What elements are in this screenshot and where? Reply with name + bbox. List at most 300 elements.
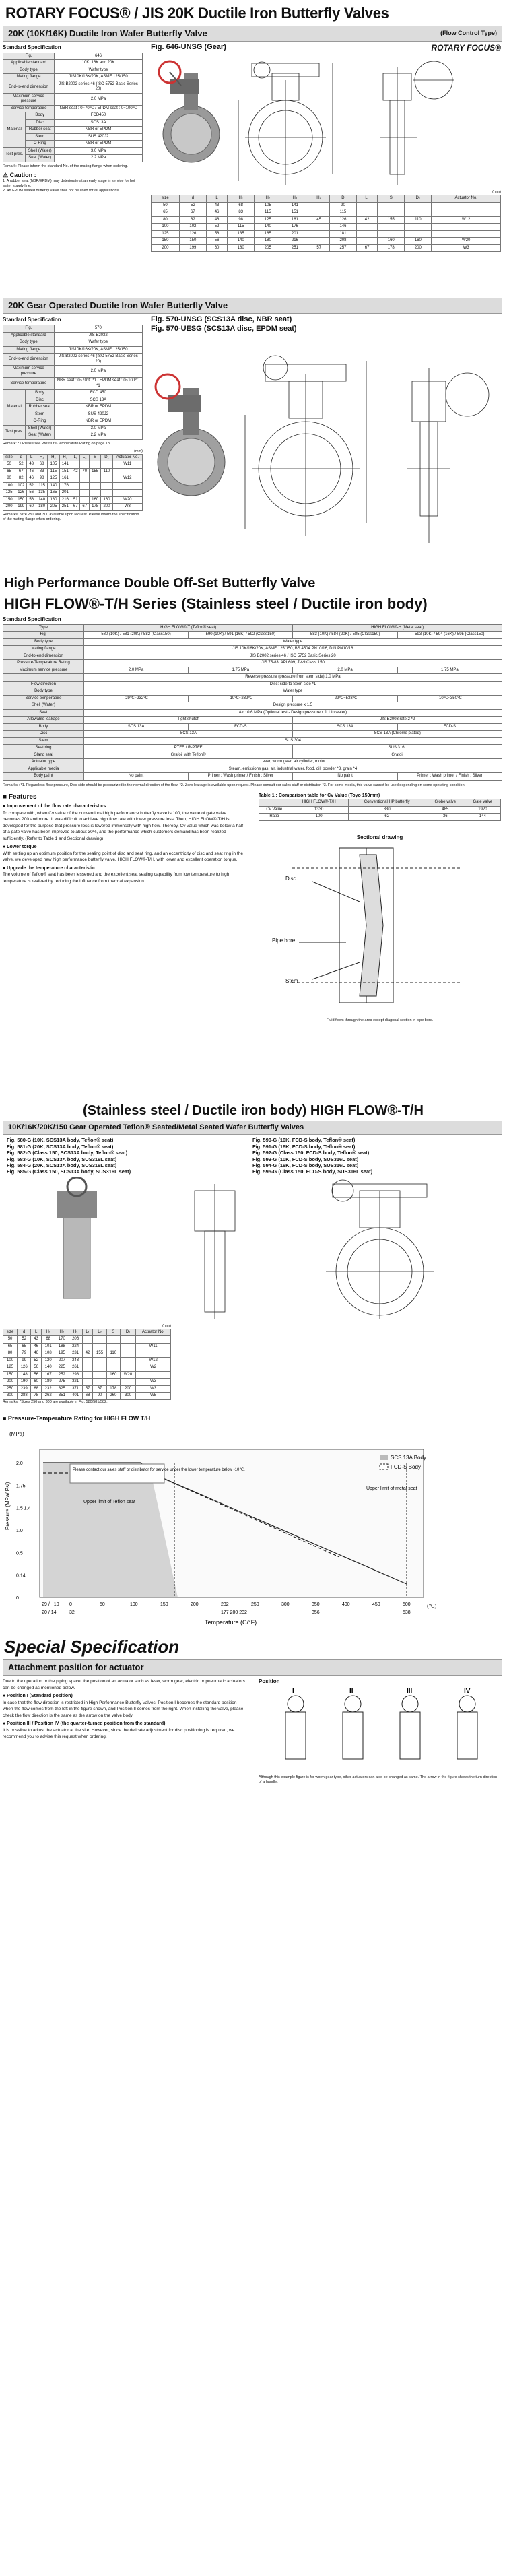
dim-cell [80, 496, 90, 504]
hf-cell: Wafer type [83, 638, 502, 646]
dim-cell: 232 [42, 1385, 55, 1393]
hf-material-row [3, 723, 502, 731]
dim-cell: W20 [432, 238, 501, 245]
dim-cell: 45 [308, 216, 330, 224]
feature-text: With setting up an optimum position for the sealing point of disc and seat ring, and an eccentricity of disc and seat ring in the valve, we developed new high performance butterfly valve, HIGH FLOW®-T/H, with lower and excellent operation torque. [3, 851, 243, 863]
dim-row [152, 244, 501, 252]
spec-label: End-to-end dimension [3, 354, 55, 366]
dim-cell: 321 [69, 1379, 82, 1386]
dim-cell: 52 [206, 224, 227, 231]
attachment-text [3, 1678, 245, 1740]
rating-y-unit: (MPa) [9, 1430, 24, 1437]
page-title: ROTARY FOCUS® / JIS 20K Ductile Iron Butterfly Valves [5, 5, 389, 22]
spec-remark: Remark: *1 Please see Pressure-Temperature Rating on page 18. [3, 441, 111, 446]
spec-label: Service temperature [3, 105, 55, 112]
hf-material-label: Stem [3, 737, 84, 745]
spec-row [3, 81, 143, 93]
dim-cell: 140 [36, 496, 47, 504]
dim-cell: W20 [112, 496, 142, 504]
dim-cell: 56 [27, 496, 36, 504]
hf-row [3, 632, 502, 639]
attachment-section [3, 1676, 502, 1820]
section-20k-wafer [3, 42, 502, 298]
fig-570-block [151, 315, 501, 552]
dim-cell: 126 [18, 1364, 31, 1372]
dim-cell: 178 [378, 244, 405, 252]
material-value: NBR or EPDM [54, 418, 142, 426]
dim-cell: 165 [48, 490, 59, 497]
features-right [259, 793, 501, 1024]
dim-cell: 298 [69, 1371, 82, 1379]
hf-row-label: Flow direction [3, 681, 84, 688]
spec-row [3, 74, 143, 81]
y-tick-label: 0 [16, 1595, 19, 1601]
dim-cell: 50 [152, 202, 180, 209]
dim-cell: 160 [101, 496, 112, 504]
dim-cell [101, 482, 112, 490]
dim-header: L₁ [71, 454, 80, 461]
test-row [3, 425, 143, 432]
dim-cell: W5 [136, 1393, 171, 1400]
dim-header: H₃ [59, 454, 71, 461]
dim-header: size [3, 454, 15, 461]
material-value: SCS 13A [54, 397, 142, 404]
dim-cell: 251 [59, 504, 71, 511]
feature-heading: ● Improvement of the flow rate characteristics [3, 804, 106, 810]
caution-title: ⚠ Caution : [3, 171, 36, 178]
spec-row [3, 60, 143, 67]
dim-cell: 115 [255, 209, 281, 217]
position-handwheel [345, 1696, 361, 1712]
fig-570-title-1: Fig. 570-UNSG (SCS13A disc, NBR seat) [151, 315, 292, 323]
dim-row [3, 1393, 171, 1400]
rating-y-ticks [16, 1461, 31, 1601]
dim-header: H₄ [308, 195, 330, 203]
feature-heading: ● Lower torque [3, 845, 37, 849]
dim-row [3, 504, 143, 511]
material-label: Material [3, 390, 26, 426]
dim-cell: 205 [48, 504, 59, 511]
dim-table-hf [3, 1329, 171, 1400]
fig-list-item: Fig. 583-G (10K, SCS13A body, SUS316L seat) [7, 1156, 117, 1162]
spec-label: Applicable standard [3, 60, 55, 67]
dim-cell: 42 [71, 468, 80, 475]
dim-header: Actuator No. [112, 454, 142, 461]
dim-cell: W3 [112, 504, 142, 511]
fig-646-block [151, 43, 501, 253]
dim-row [3, 1357, 171, 1364]
hf-cell: Tight shutoff [83, 717, 293, 724]
dim-cell: 46 [206, 216, 227, 224]
material-row [3, 390, 143, 397]
dim-cell: 199 [15, 504, 27, 511]
dim-cell: 199 [179, 244, 206, 252]
hf-cell: FCD-S [397, 723, 502, 731]
dim-header: L₂ [80, 454, 90, 461]
dim-header: H₂ [48, 454, 59, 461]
dim-cell: 190 [18, 1379, 31, 1386]
dim-cell: 52 [31, 1357, 42, 1364]
dim-row [3, 475, 143, 483]
dim-cell [357, 238, 378, 245]
dim-table-570 [3, 454, 143, 511]
dim-cell [106, 1357, 120, 1364]
dim-cell: 90 [329, 202, 356, 209]
special-heading: ● Position III / Position IV (the quarter-turned position from the standard) [3, 1721, 166, 1726]
material-value: NBR or EPDM [55, 141, 143, 148]
spec-label: Maximum service pressure [3, 93, 55, 105]
fig-list-item: Fig. 582-G (Class 150, SCS13A body, Teflon® seat) [7, 1150, 128, 1156]
fig-list-item: Fig. 592-G (Class 150, FCD-S body, Teflon® seat) [252, 1150, 370, 1156]
spec-label: Fig. [3, 53, 55, 60]
spec-row [3, 105, 143, 112]
position-numeral: III [407, 1688, 413, 1696]
hf-fig-list [3, 1135, 502, 1177]
dim-cell: 70 [80, 468, 90, 475]
x-tick-label: 400 [342, 1601, 350, 1607]
dim-cell: 68 [31, 1385, 42, 1393]
dim-cell: 67 [71, 504, 80, 511]
test-label: Test pres. [3, 425, 26, 439]
dim-cell: 56 [206, 238, 227, 245]
dim-cell: 42 [357, 216, 378, 224]
dim-row [152, 238, 501, 245]
dim-cell [120, 1379, 135, 1386]
dim-cell: 300 [3, 1393, 18, 1400]
fig-646-drawings [151, 53, 501, 188]
hf-cell: SCS 13A [83, 723, 188, 731]
dim-cell: 205 [255, 244, 281, 252]
dim-cell: 160 [405, 238, 432, 245]
dim-cell: 195 [55, 1350, 69, 1358]
dim-cell: 325 [55, 1385, 69, 1393]
position-numeral: IV [464, 1688, 471, 1696]
hf-row [3, 667, 502, 674]
x-tick-label: 450 [372, 1601, 380, 1607]
dim-cell [432, 230, 501, 238]
dim-cell: 262 [42, 1393, 55, 1400]
dim-cell: 43 [27, 461, 36, 469]
dim-cell [106, 1336, 120, 1344]
sectional-drawing [259, 841, 501, 1016]
dim-cell: 180 [48, 496, 59, 504]
dim-cell: 208 [329, 238, 356, 245]
dim-cell: 60 [206, 244, 227, 252]
cv-header: Gate valve [465, 799, 500, 807]
test-value: 2.2 MPa [55, 155, 143, 162]
dim-cell: W3 [136, 1385, 171, 1393]
hf-test-label: Seat [3, 709, 84, 717]
material-part: Body [26, 112, 55, 120]
dim-cell [120, 1343, 135, 1350]
front-drawing-570 [245, 356, 366, 536]
dim-cell: 300 [120, 1393, 135, 1400]
dim-cell: 100 [3, 482, 15, 490]
dim-cell: 160 [378, 238, 405, 245]
spec-remark: Remark: Please inform the standard No. of the mating flange when ordering. [3, 164, 128, 168]
hf-cell: PTFE / R-PTFE [83, 745, 293, 752]
spec-label: Mating flange [3, 346, 55, 354]
dim-cell: 56 [206, 230, 227, 238]
spec-label: Mating flange [3, 74, 55, 81]
dim-cell: 155 [378, 216, 405, 224]
special-text: In case that the flow direction is restricted in High Performance Butterfly Valves, Position I becomes the standard position when the flow comes from the left in the figure shown, and Position II comes from the right. When installing the valve, please check the flow direction is the same as the arrow on the valve body. [3, 1700, 244, 1718]
dim-cell: 98 [228, 216, 255, 224]
hf-spec-heading: Standard Specification [3, 616, 61, 622]
dim-cell: 43 [206, 202, 227, 209]
cv-row [259, 814, 501, 821]
spec-row [3, 366, 143, 378]
cv-header: Globe valve [426, 799, 465, 807]
dim-cell: 110 [101, 468, 112, 475]
dim-cell: 82 [15, 475, 27, 483]
dim-cell: 200 [3, 1379, 18, 1386]
hf-cell: Grafoil with Teflon® [83, 752, 293, 759]
rating-note-3: Upper limit of metal seat [366, 1486, 417, 1491]
hf-cell: JIS B2002 series 46 / ISO 5752 Basic Series 20 [83, 653, 502, 660]
rating-chart [3, 1422, 501, 1631]
cv-row [259, 806, 501, 814]
dim-cell [93, 1343, 106, 1350]
spec-label: Body type [3, 339, 55, 347]
spec-label: Service temperature [3, 378, 55, 390]
rotary-focus-logo: ROTARY FOCUS® [431, 42, 501, 53]
dim-cell [308, 238, 330, 245]
rating-xlabel: Temperature (C/°F) [205, 1618, 257, 1626]
hf-cell: 583 (10K) / 584 (20K) / 585 (Class150) [293, 632, 397, 639]
material-label: Material [3, 112, 26, 148]
dim-cell: 288 [18, 1393, 31, 1400]
dim-cell [112, 490, 142, 497]
dim-cell: 167 [42, 1371, 55, 1379]
dim-cell: 83 [228, 209, 255, 217]
spec-value: 10K, 16K and 20K [55, 60, 143, 67]
section-bar-title: 10K/16K/20K/150 Gear Operated Teflon® Seated/Metal Seated Wafer Butterfly Valves [8, 1123, 304, 1131]
spec-table-570 [3, 325, 143, 440]
section-bar-subtitle: (Flow Control Type) [440, 30, 497, 36]
spec-label: Fig. [3, 325, 55, 333]
position-handwheel [402, 1696, 418, 1712]
hf-paint-row [3, 773, 502, 781]
dim-header: D [329, 195, 356, 203]
dim-cell [357, 230, 378, 238]
dim-cell [378, 209, 405, 217]
hf-cell: No paint [293, 773, 397, 781]
spec-label: Applicable standard [3, 332, 55, 339]
dim-cell: 102 [179, 224, 206, 231]
dim-cell [93, 1379, 106, 1386]
dim-header: d [15, 454, 27, 461]
dim-cell: 201 [59, 490, 71, 497]
dim-cell: 115 [48, 468, 59, 475]
dim-cell [378, 202, 405, 209]
dim-cell: 180 [255, 238, 281, 245]
dim-cell: 207 [55, 1357, 69, 1364]
rating-heading: ■ Pressure-Temperature Rating for HIGH FLOW T/H [3, 1414, 151, 1422]
dim-cell [120, 1364, 135, 1372]
dim-cell: 79 [18, 1350, 31, 1358]
dim-cell [89, 475, 100, 483]
hf-row [3, 653, 502, 660]
hf-row [3, 681, 502, 688]
hf-cell: FCD-S [189, 723, 293, 731]
dim-row [3, 1364, 171, 1372]
feature-heading: ● Upgrade the temperature characteristic [3, 865, 95, 871]
dim-cell: 50 [3, 1336, 18, 1344]
dim-cell: W3 [136, 1379, 171, 1386]
spec-table-646 [3, 53, 143, 162]
valve-photo-hf [57, 1177, 97, 1298]
hf-row [3, 674, 502, 682]
dim-cell: W20 [120, 1371, 135, 1379]
dim-cell: 115 [329, 209, 356, 217]
dim-cell: 68 [42, 1336, 55, 1344]
test-part: Shell (Water) [26, 425, 54, 432]
y-tick-label: 0.14 [16, 1573, 26, 1579]
dim-cell: 140 [255, 224, 281, 231]
dim-cell: 243 [69, 1357, 82, 1364]
dim-cell: 371 [69, 1385, 82, 1393]
hf-cell: JIS B2003 rate 2 *2 [293, 717, 502, 724]
dim-row [3, 1336, 171, 1344]
dim-header: D₁ [405, 195, 432, 203]
material-part: Rubber seat [26, 127, 55, 134]
dim-cell: 178 [106, 1385, 120, 1393]
dim-cell [136, 1350, 171, 1358]
dim-cell: W3 [432, 244, 501, 252]
test-row [3, 147, 143, 155]
side-drawing-646 [380, 61, 454, 185]
hf-cell: SCS 13A (Chrome plated) [293, 731, 502, 738]
dim-remark: Remarks: Size 250 and 300 available upon request. Please inform the specification of the mating flange when ordering. [3, 512, 139, 521]
y-tick-label: 0.5 [16, 1551, 23, 1556]
dim-cell [136, 1336, 171, 1344]
dim-cell: 46 [27, 475, 36, 483]
dim-header: D₁ [120, 1329, 135, 1336]
dim-row [152, 224, 501, 231]
hf-media-row [3, 766, 502, 773]
rating-note-2: Upper limit of Teflon seat [83, 1499, 135, 1505]
valve-photo-646 [159, 61, 220, 162]
hf-cell: Grafoil [293, 752, 502, 759]
dim-cell: 50 [3, 461, 15, 469]
dim-cell [106, 1364, 120, 1372]
dim-row [152, 209, 501, 217]
dim-cell: 52 [18, 1336, 31, 1344]
hf-cell: SCS 13A [293, 723, 397, 731]
hf-row-label: Service temperature [3, 695, 84, 702]
hf-cell: Primer : Wash primer / Finish : Silver [397, 773, 502, 781]
cv-cell: 485 [426, 806, 465, 814]
material-part: O-Ring [26, 418, 54, 426]
dim-cell: 126 [329, 216, 356, 224]
dim-cell: 178 [89, 504, 100, 511]
spec-row [3, 332, 143, 339]
caution-2: 2. An EPDM seated butterfly valve shall not be used for all applications. [3, 189, 120, 193]
dim-cell: 200 [152, 244, 180, 252]
hf-spec-table [3, 624, 502, 781]
feature-text: To compare with, when Cv value of the conventional high performance butterfly valve is 100, the value of gate valve becomes 200 and more. It was difficult to achieve high flow rate with lower pressure loss. Then, HIGH FLOW®-T/H is developed for the purpose that pressure loss is lowered immensely with high flow. Thereby, Cv value which was below a half of a gate valve has been improved to about 30%, and the performance which customers demand has been realized sufficiently. (Refer to Table 1 and Sectional drawing) [3, 810, 244, 841]
dim-cell: 46 [31, 1350, 42, 1358]
dim-cell: W11 [112, 461, 142, 469]
spec-value: JIS10K/16K/20K, ASME 125/150 [55, 74, 143, 81]
dim-row [3, 461, 143, 469]
dim-cell [120, 1350, 135, 1358]
dim-cell [357, 209, 378, 217]
dim-cell: 160 [89, 496, 100, 504]
position-valve-body [400, 1712, 420, 1759]
hf-row [3, 646, 502, 653]
material-value: SUS 420J2 [55, 133, 143, 141]
hf-th-title: (Stainless steel / Ductile iron body) HIGH FLOW®-T/H [83, 1102, 424, 1118]
dim-cell: 252 [55, 1371, 69, 1379]
y-tick-label: 2.0 [16, 1461, 23, 1466]
spec-value: NBR seat : 0~70℃ / EPDM seat : 0~100℃ [55, 105, 143, 112]
dim-cell: 102 [15, 482, 27, 490]
dim-cell: 135 [36, 490, 47, 497]
hf-cell: 590 (10K) / 591 (16K) / 592 (Class150) [189, 632, 293, 639]
dim-cell: 201 [281, 230, 308, 238]
dim-cell: 56 [31, 1371, 42, 1379]
dim-cell: 125 [48, 475, 59, 483]
position-handwheel [459, 1696, 475, 1712]
hf-cell: 593 (10K) / 594 (16K) / 595 (Class150) [397, 632, 502, 639]
dim-cell [82, 1371, 93, 1379]
x-tick-label-2: 356 [312, 1610, 320, 1615]
legend-fcd-s: FCD-S Body [391, 1463, 421, 1470]
dim-cell: 68 [82, 1393, 93, 1400]
dim-table-646 [151, 195, 501, 252]
x-tick-label: 150 [160, 1601, 168, 1607]
dim-cell: 67 [80, 504, 90, 511]
dim-header: L₂ [93, 1329, 106, 1336]
dim-header: L₁ [357, 195, 378, 203]
sectional-label-disc: Disc [285, 875, 296, 882]
dim-unit: (mm) [134, 449, 143, 453]
dim-header: S [89, 454, 100, 461]
material-part: Rubber seat [26, 404, 54, 411]
cv-table-title: Table 1 : Comparison table for Cv Value (Toyo 150mm) [259, 793, 380, 798]
spec-value: NBR seat : 0~70℃ *1 / EPDM seat : 0~100℃ *1 [54, 378, 142, 390]
dim-cell [93, 1364, 106, 1372]
dim-cell [82, 1364, 93, 1372]
cv-table [259, 799, 501, 821]
dim-cell: 52 [27, 482, 36, 490]
dim-cell [101, 475, 112, 483]
dim-cell: 181 [329, 230, 356, 238]
dim-cell [405, 224, 432, 231]
cv-cell: 144 [465, 814, 500, 821]
dim-cell: 150 [3, 1371, 18, 1379]
spec-row [3, 346, 143, 354]
hf-material-row [3, 745, 502, 752]
spec-label: Maximum service pressure [3, 366, 55, 378]
dim-cell [308, 202, 330, 209]
dim-cell: 65 [18, 1343, 31, 1350]
dim-cell: 260 [106, 1393, 120, 1400]
hf-actuator-label: Actuator type [3, 759, 84, 766]
dim-cell: W12 [112, 475, 142, 483]
rating-note-box [70, 1464, 164, 1483]
features-section [3, 793, 502, 1100]
dim-cell: 78 [31, 1393, 42, 1400]
fig-570-title-2: Fig. 570-UESG (SCS13A disc, EPDM seat) [151, 324, 297, 333]
dim-cell: 160 [106, 1371, 120, 1379]
y-tick-label: 1.0 [16, 1528, 23, 1533]
test-part: Shell (Water) [26, 147, 55, 155]
hf-cell: Reverse pressure (pressure from stem side) 1.0 MPa [83, 674, 502, 682]
section-bar-title: 20K (10K/16K) Ductile Iron Wafer Butterfly Valve [8, 28, 207, 38]
